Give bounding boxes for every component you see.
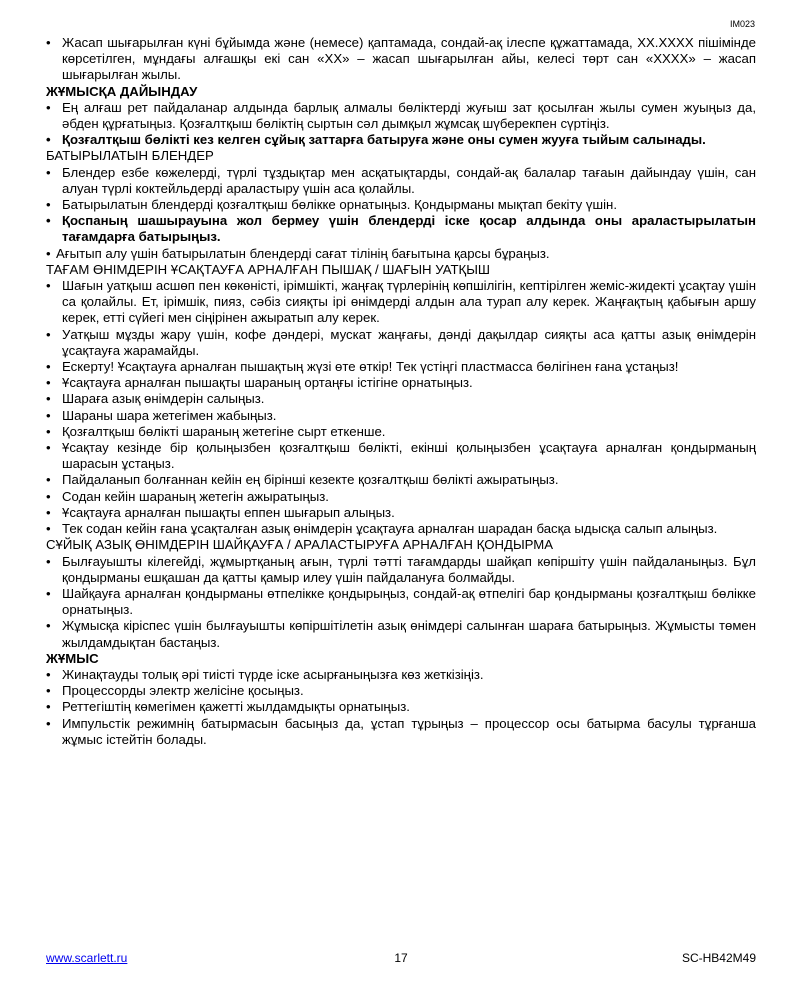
bullet-icon: •: [46, 699, 51, 715]
list-item: [46, 667, 756, 683]
bullet-icon: •: [46, 715, 51, 731]
list-item: [46, 683, 756, 699]
bullet-icon: •: [46, 132, 51, 148]
list-item-text: Уатқыш мұзды жару үшін, кофе дәндері, мускат жаңғағы, дәнді дақылдар сияқты аса қатты азық өнімдерін ұсақтауға жарамайды.: [62, 326, 756, 358]
list-item: [46, 440, 756, 472]
bullet-icon: •: [46, 197, 51, 213]
bullet-icon: •: [46, 35, 51, 50]
list-item: [46, 408, 756, 424]
bullet-icon: •: [46, 407, 51, 423]
list-item: [46, 472, 756, 488]
bullet-icon: •: [46, 585, 51, 601]
list-item: [46, 197, 756, 213]
list-item: [46, 359, 756, 375]
list-item: [46, 165, 756, 197]
list-item: [46, 100, 756, 132]
list-item-text: Ағытып алу үшін батырылатын блендерді сағат тілінің бағытына қарсы бұраңыз.: [56, 245, 550, 261]
bullet-icon: •: [46, 326, 51, 342]
list-item: [46, 132, 756, 148]
bullet-icon: •: [46, 440, 51, 456]
bullet-icon: •: [46, 164, 51, 180]
bullet-icon: •: [46, 99, 51, 115]
list-item: [46, 586, 756, 618]
bullet-icon: •: [46, 553, 51, 569]
list-item-text: Импульстік режимнің батырмасын басыңыз да, ұстап тұрыңыз – процессор осы батырма басулы тұрғанша жұмыс істейтін болады.: [62, 715, 756, 747]
list-item-text: Шайқауға арналған қондырманы өтпелікке қондырыңыз, сондай-ақ өтпелігі бар қондырманы қозғалтқыш бөлікке орнатыңыз.: [62, 585, 756, 618]
list-item: [46, 424, 756, 440]
section-heading: ТАҒАМ ӨНІМДЕРІН ҰСАҚТАУҒА АРНАЛҒАН ПЫШАҚ / ШАҒЫН УАТҚЫШ: [46, 261, 490, 277]
bullet-icon: •: [46, 504, 51, 520]
document-code: IM023: [729, 19, 755, 29]
list-item-text: Жұмысқа кіріспес үшін былғауышты көпіршітілетін азық өнімдері салынған шараға батырыңыз. Жұмысты төмен жылдамдықтан бастаңыз.: [62, 618, 756, 650]
list-item-text: Ұсақтауға арналған пышақты еппен шығарып алыңыз.: [62, 504, 395, 520]
list-item: [46, 35, 756, 84]
list-item-text: Ең алғаш рет пайдаланар алдында барлық алмалы бөліктерді жуғыш зат қосылған жылы сумен жуыңыз да, әбден құрғатыңыз. Қозғалтқыш бөліктің сыртын сәл дымқыл жұмсақ шүберекпен сүртіңіз.: [62, 99, 756, 132]
list-item-text: Тек содан кейін ғана ұсақталған азық өнімдерін ұсақтауға арналған шарадан басқа ыдысқа салып алыңыз.: [62, 521, 718, 537]
list-item-text: Шараны шара жетегімен жабыңыз.: [62, 407, 277, 423]
list-item-text: Пайдаланып болғаннан кейін ең бірінші кезекте қозғалтқыш бөлікті ажыратыңыз.: [62, 472, 559, 488]
list-item-text: Шараға азық өнімдерін салыңыз.: [62, 391, 265, 407]
list-item: [46, 716, 756, 748]
section-heading: ЖҰМЫСҚА ДАЙЫНДАУ: [46, 83, 198, 99]
list-item-text: Жинақтауды толық әрі тиісті түрде іске асырғаныңызға көз жеткізіңіз.: [62, 666, 484, 682]
model-number: SC-HB42M49: [681, 951, 756, 965]
list-item-text: Ұсақтау кезінде бір қолыңызбен қозғалтқыш бөлікті, екінші қолыңызбен ұсақтауға арналған қондырманың шарасын ұстаңыз.: [62, 440, 756, 472]
list-item-text: Шағын уатқыш асшөп пен көкөністі, ірімшікті, жаңғақ түрлерінің көпшілігін, кептірілген жеміс-жидекті ұсақтау үшін са қолайлы. Ет, ірімшік, пияз, сәбіз сияқты ірі өнімдерді алдын ала турап алу керек. Жаңғақтың қабығын аршу керек, етті сүйегі мен сіңірінен ажыратып алу керек.: [62, 278, 756, 326]
list-item-text: Ескерту! Ұсақтауға арналған пышақтың жүзі өте өткір! Тек үстіңгі пластмасса бөлігінен ғана ұстаңыз!: [62, 359, 679, 375]
website-link[interactable]: www.scarlett.ru: [46, 951, 128, 965]
bullet-icon: •: [46, 391, 51, 407]
list-item: [46, 246, 756, 262]
list-item: [46, 521, 756, 537]
bullet-icon: •: [46, 666, 51, 682]
bullet-icon: •: [46, 683, 51, 699]
bullet-icon: •: [46, 245, 51, 261]
list-item-text: Батырылатын блендерді қозғалтқыш бөлікке орнатыңыз. Қондырманы мықтап бекіту үшін.: [62, 197, 617, 213]
list-item-text: Процессорды электр желісіне қосыңыз.: [62, 683, 304, 699]
bullet-icon: •: [46, 278, 51, 294]
bullet-icon: •: [46, 213, 51, 229]
list-item-text: Блендер езбе көжелерді, түрлі тұздықтар мен асқатықтарды, сондай-ақ балалар тағаын дайындау үшін, сан алуан түрлі коктейльдерді араластыру үшін аса қолайлы.: [62, 164, 756, 196]
list-item: [46, 213, 756, 245]
section-heading: ЖҰМЫС: [46, 650, 99, 666]
bullet-icon: •: [46, 618, 51, 634]
bullet-icon: •: [46, 375, 51, 391]
list-item-text: Ұсақтауға арналған пышақты шараның ортаңғы істігіне орнатыңыз.: [62, 375, 473, 391]
bullet-icon: •: [46, 423, 51, 439]
list-item: [46, 391, 756, 407]
list-item-text: Содан кейін шараның жетегін ажыратыңыз.: [62, 488, 329, 504]
list-item: [46, 505, 756, 521]
section-heading: БАТЫРЫЛАТЫН БЛЕНДЕР: [46, 148, 214, 164]
list-item: [46, 375, 756, 391]
list-item-text: Реттегіштің көмегімен қажетті жылдамдықты орнатыңыз.: [62, 699, 410, 715]
list-item: [46, 554, 756, 586]
bullet-icon: •: [46, 472, 51, 488]
list-item-text: Былғауышты кілегейді, жұмыртқаның ағын, түрлі тәтті тағамдарды шайқап көпіршіту үшін пайдаланыңыз. Бұл қондырманы ешқашан да қатты қамыр илеу үшін пайдалануға болмайды.: [62, 553, 756, 585]
list-item: [46, 278, 756, 327]
page-number: 17: [394, 951, 408, 965]
list-item-text: Қозғалтқыш бөлікті кез келген сұйық заттарға батыруға және оны сумен жууға тыйым салынады.: [62, 132, 706, 148]
manual-content: [46, 35, 756, 748]
list-item: [46, 489, 756, 505]
section-heading: СҰЙЫҚ АЗЫҚ ӨНІМДЕРІН ШАЙҚАУҒА / АРАЛАСТЫРУҒА АРНАЛҒАН ҚОНДЫРМА: [46, 537, 554, 553]
list-item-text: Жасап шығарылған күні бұйымда және (немесе) қаптамада, сондай-ақ ілеспе құжаттамада, XX.XXXX пішімінде көрсетілген, мұндағы алғашқы екі сан «XX» – жасап шығарылған айы, келесі төрт сан «XXXX» – жасап шығарылған жылы.: [62, 35, 756, 83]
bullet-icon: •: [46, 521, 51, 537]
list-item: [46, 618, 756, 650]
list-item-text: Қозғалтқыш бөлікті шараның жетегіне сырт еткенше.: [62, 423, 386, 439]
list-item-text: Қоспаның шашырауына жол бермеу үшін блендерді іске қосар алдында оны араластырылатын тағамдарға батырыңыз.: [62, 213, 756, 245]
list-item: [46, 327, 756, 359]
bullet-icon: •: [46, 488, 51, 504]
list-item: [46, 699, 756, 715]
page-footer: [46, 951, 756, 967]
bullet-icon: •: [46, 359, 51, 375]
